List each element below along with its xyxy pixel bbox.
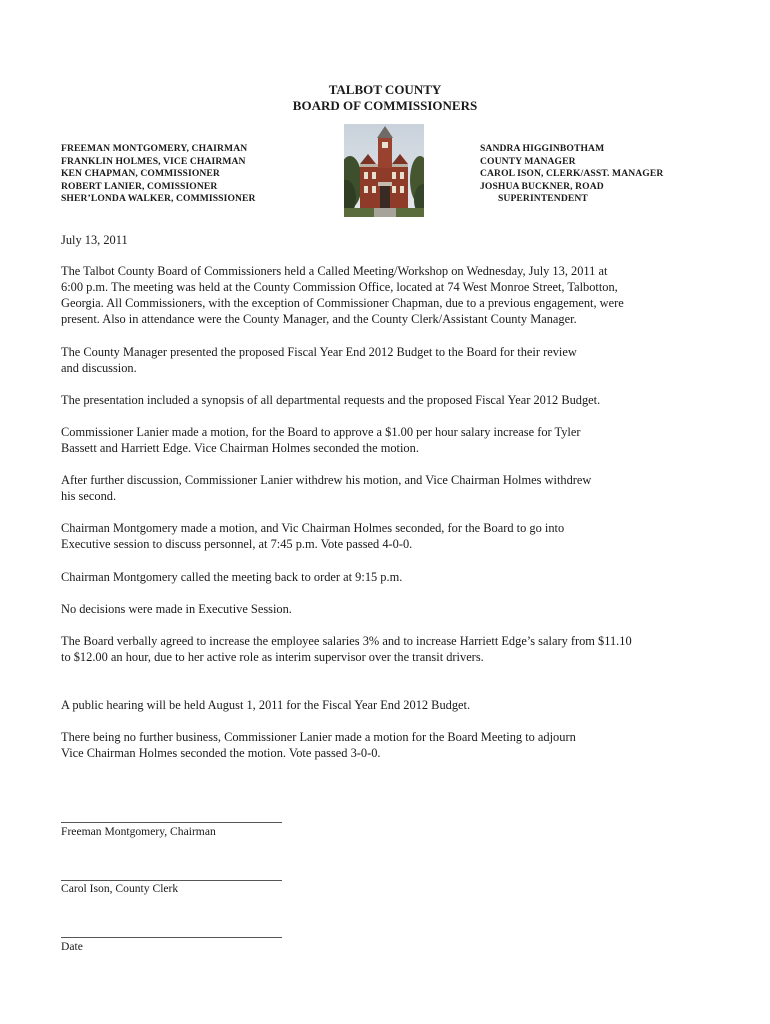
- paragraph-presentation: [61, 392, 721, 408]
- paragraph-public-hearing: [61, 697, 721, 713]
- title-board: BOARD OF COMMISSIONERS: [292, 98, 478, 113]
- paragraph-line: The Talbot County Board of Commissioners held a Called Meeting/Workshop on Wednesday, July 13, 2011 at: [61, 264, 608, 278]
- paragraph-line: and discussion.: [61, 361, 137, 375]
- paragraph-line: 6:00 p.m. The meeting was held at the County Commission Office, located at 74 West Monroe Street, Talbotton,: [61, 280, 618, 294]
- signature-label-date: Date: [61, 940, 83, 953]
- title-county: TALBOT COUNTY: [328, 82, 442, 97]
- staff-entry: SUPERINTENDENT: [498, 193, 588, 205]
- paragraph-back-to-order: [61, 569, 721, 585]
- paragraph-motion-withdrawn: [61, 472, 721, 504]
- commissioner-entry: FRANKLIN HOLMES, VICE CHAIRMAN: [61, 155, 246, 167]
- paragraph-line: There being no further business, Commissioner Lanier made a motion for the Board Meeting to adjourn: [61, 730, 576, 744]
- paragraph-line: Georgia. All Commissioners, with the exception of Commissioner Chapman, due to a previous engagement, were: [61, 296, 624, 310]
- commissioners-roster: [61, 143, 256, 206]
- signature-line-clerk: [61, 880, 282, 881]
- paragraph-no-decisions: [61, 601, 721, 617]
- paragraph-line: Vice Chairman Holmes seconded the motion. Vote passed 3-0-0.: [61, 746, 381, 760]
- signature-line-chairman: [61, 822, 282, 823]
- paragraph-line: After further discussion, Commissioner Lanier withdrew his motion, and Vice Chairman Holmes withdrew: [61, 473, 592, 487]
- paragraph-line: to $12.00 an hour, due to her active role as interim supervisor over the transit drivers.: [61, 650, 484, 664]
- signature-label-chairman: Freeman Montgomery, Chairman: [61, 825, 216, 838]
- paragraph-line: A public hearing will be held August 1, 2011 for the Fiscal Year End 2012 Budget.: [61, 698, 471, 712]
- signature-label-clerk: Carol Ison, County Clerk: [61, 882, 179, 895]
- paragraph-line: present. Also in attendance were the County Manager, and the County Clerk/Assistant County Manager.: [61, 312, 577, 326]
- paragraph-executive-session: [61, 520, 721, 552]
- paragraph-line: Executive session to discuss personnel, at 7:45 p.m. Vote passed 4-0-0.: [61, 537, 413, 551]
- commissioner-entry: FREEMAN MONTGOMERY, CHAIRMAN: [61, 143, 248, 154]
- paragraph-line: The presentation included a synopsis of all departmental requests and the proposed Fiscal Year 2012 Budget.: [61, 393, 601, 407]
- paragraph-lanier-motion: [61, 424, 721, 456]
- commissioner-entry: KEN CHAPMAN, COMMISSIONER: [61, 168, 220, 180]
- paragraph-line: his second.: [61, 489, 117, 503]
- paragraph-line: Commissioner Lanier made a motion, for the Board to approve a $1.00 per hour salary increase for Tyler: [61, 425, 581, 439]
- paragraph-salary-increase: [61, 633, 721, 665]
- paragraph-line: No decisions were made in Executive Session.: [61, 602, 292, 616]
- paragraph-line: Bassett and Harriett Edge. Vice Chairman Holmes seconded the motion.: [61, 441, 419, 455]
- meeting-date: July 13, 2011: [61, 233, 128, 247]
- commissioner-entry: SHER’LONDA WALKER, COMMISSIONER: [61, 193, 256, 205]
- paragraph-line: The Board verbally agreed to increase the employee salaries 3% and to increase Harriett Edge’s salary from $11.10: [61, 634, 632, 648]
- paragraph-budget-presented: [61, 344, 721, 376]
- staff-entry: JOSHUA BUCKNER, ROAD: [480, 180, 604, 192]
- staff-entry: SANDRA HIGGINBOTHAM: [480, 143, 605, 154]
- signature-line-date: [61, 937, 282, 938]
- paragraph-meeting-intro: [61, 263, 721, 327]
- paragraph-adjourn: [61, 729, 721, 761]
- document-title: [0, 82, 770, 114]
- courthouse-photo: [344, 124, 424, 217]
- paragraph-line: Chairman Montgomery made a motion, and Vic Chairman Holmes seconded, for the Board to go into: [61, 521, 565, 535]
- staff-entry: CAROL ISON, CLERK/ASST. MANAGER: [480, 168, 664, 180]
- paragraph-line: The County Manager presented the proposed Fiscal Year End 2012 Budget to the Board for their review: [61, 345, 577, 359]
- staff-roster: [480, 143, 663, 206]
- staff-entry: COUNTY MANAGER: [480, 155, 576, 167]
- paragraph-line: Chairman Montgomery called the meeting back to order at 9:15 p.m.: [61, 570, 403, 584]
- commissioner-entry: ROBERT LANIER, COMISSIONER: [61, 180, 218, 192]
